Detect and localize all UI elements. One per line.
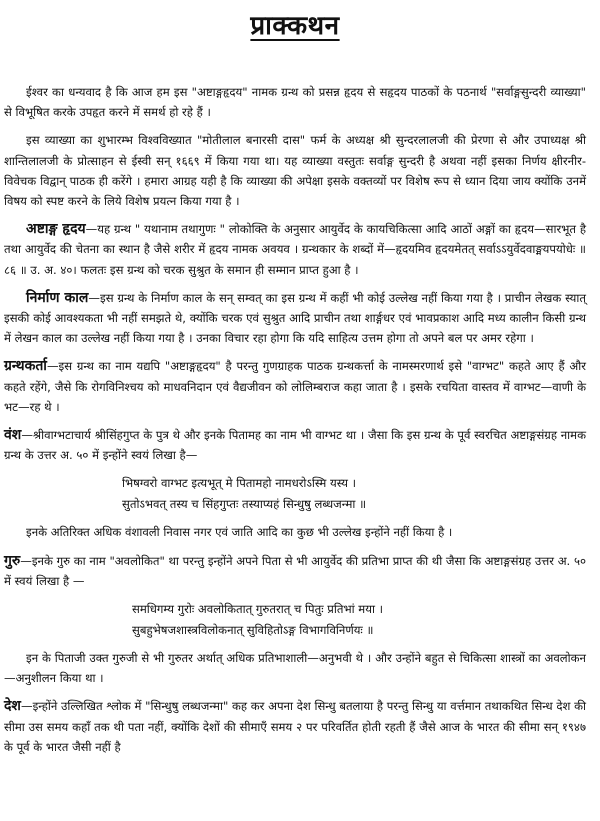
verse-line: भिषग्वरो वाग्भट इत्यभूत् मे पितामहो नामधरोऽस्मि यस्य ।: [122, 476, 357, 491]
text-country: —इन्होंने उल्लिखित श्लोक में "सिन्धुषु लब्धजन्मा" कह कर अपना देश सिन्धु बतलाया है परन्तु सिन्धु या वर्त्तमान तथाकथित सिन्ध देश की सीमा उस समय कहाँ तक थी पता नहीं, क्योंकि देशों की सीमाएँ समय २ पर परिवर्तित होती रहती हैं जैसे आज के भारत की सीमा सन् १९४७ के पूर्व के भारत जैसी नहीं है: [4, 699, 586, 754]
heading-lineage: वंश: [4, 427, 22, 444]
verse-line: सुतोऽभवत् तस्य च सिंहगुप्तः तस्याप्यहं सिन्धुषु लब्धजन्मा ॥: [122, 496, 367, 511]
heading-ashtanga-hridaya: अष्टाङ्ग हृदय: [26, 221, 86, 238]
paragraph-guru: [4, 551, 586, 591]
paragraph-ashtanga-hridaya: [4, 219, 586, 280]
heading-guru: गुरु: [4, 552, 21, 569]
paragraph-commentary: इस व्याख्या का शुभारम्भ विश्वविख्यात "मोतीलाल बनारसी दास" फर्म के अध्यक्ष श्री सुन्दरलालजी की प्रेरणा से और उपाध्यक्ष श्री शान्तिलालजी के प्रोत्साहन से ईस्वी सन् १६६९ में किया गया था। यह व्याख्या वस्तुतः सर्वाङ्ग सुन्दरी है अथवा नहीं इसका निर्णय क्षीरनीर-विवेचक विद्वान् पाठक ही करेंगे । हमारा आग्रह यही है कि व्याख्या की अपेक्षा इसके वक्तव्यों पर विशेष रूप से ध्यान दिया जाय क्योंकि उनमें विषय को स्पष्ट करने के लिये विशेष प्रयत्न किया गया है ।: [4, 133, 586, 209]
heading-country: देश: [4, 698, 21, 715]
text-author: —इस ग्रन्थ का नाम यद्यपि "अष्टाङ्गहृदय" है परन्तु गुणग्राहक पाठक ग्रन्थकर्त्ता के नामस्मरणार्थ इसे "वाग्भट" कहते आए हैं और कहते रहेंगे, जैसे कि रोगविनिश्चय को माधवनिदान एवं वैद्यजीवन को लोलिम्बराज कहा जाता है । इसके रचयिता वास्तव में वाग्भट—वाणी के भट—रह थे ।: [4, 359, 586, 414]
verse-lineage: [4, 473, 586, 514]
verse-line: सुबहुभेषजशास्त्रविलोकनात् सुविहितोऽङ्ग विभागविनिर्णयः ॥: [132, 622, 374, 637]
text-guru: —इनके गुरु का नाम "अवलोकित" था परन्तु इन्होंने अपने पिता से भी आयुर्वेद की प्रतिभा प्राप्त की थी जैसा कि अष्टाङ्गसंग्रह उत्तर अ. ५० में स्वयं लिखा है —: [4, 553, 586, 588]
paragraph-intro: ईश्वर का धन्यवाद है कि आज हम इस "अष्टाङ्गहृदय" नामक ग्रन्थ को प्रसन्न हृदय से सहृदय पाठकों के पठनार्थ "सर्वाङ्गसुन्दरी व्याख्या" से विभूषित करके उपहृत करने में समर्थ हो रहे हैं ।: [4, 85, 586, 120]
text-lineage: —श्रीवाग्भटाचार्य श्रीसिंहगुप्त के पुत्र थे और इनके पितामह का नाम भी वाग्भट था । जैसा कि इस ग्रन्थ के पूर्व स्वरचित अष्टाङ्गसंग्रह नामक ग्रन्थ के उत्तर अ. ५० में इन्होंने स्वयं लिखा है—: [4, 428, 586, 463]
text-composition-period: —इस ग्रन्थ के निर्माण काल के सन् सम्वत् का इस ग्रन्थ में कहीं भी कोई उल्लेख नहीं किया गया है । प्राचीन लेखक स्यात् इसकी कोई आवश्यकता भी नहीं समझते थे, क्योंकि चरक एवं सुश्रुत आदि प्राचीन तथा शार्ङ्गधर एवं भावप्रकाश आदि मध्य कालीन किसी ग्रन्थ में लेखन काल का उल्लेख नहीं किया गया है । उनका विचार रहा होगा कि यदि साहित्य उत्तम होगा तो अपने बल पर अमर रहेगा ।: [4, 290, 586, 346]
heading-author: ग्रन्थकर्ता: [4, 358, 47, 375]
paragraph-father: इन के पिताजी उक्त गुरुजी से भी गुरुतर अर्थात् अधिक प्रतिभाशाली—अनुभवी थे । और उन्होंने बहुत से चिकित्सा शास्त्रों का अवलोकन—अनुशीलन किया था ।: [4, 651, 586, 686]
paragraph-genealogy: इनके अतिरिक्त अधिक वंशावली निवास नगर एवं जाति आदि का कुछ भी उल्लेख इन्होंने नहीं किया है ।: [26, 525, 453, 540]
paragraph-country: [4, 696, 586, 757]
paragraph-lineage: [4, 425, 586, 465]
verse-line: समधिगम्य गुरोः अवलोकितात् गुरुतरात् च पितुः प्रतिभां मया ।: [132, 602, 384, 617]
paragraph-composition-period: [4, 288, 586, 349]
verse-guru: [4, 599, 586, 640]
paragraph-author: [4, 356, 586, 417]
document-page: [0, 6, 600, 821]
heading-composition-period: निर्माण काल: [26, 289, 89, 306]
page-title: प्राक्कथन: [250, 11, 340, 41]
text-ashtanga-hridaya: —यह ग्रन्थ " यथानाम तथागुणः " लोकोक्ति के अनुसार आयुर्वेद के कायचिकित्सा आदि आठों अङ्गों का हृदय—सारभूत है तथा आयुर्वेद की चेतना का स्थान है जैसे शरीर में हृदय नामक अवयव । ग्रन्थकार के शब्दों में—हृदयमिव हृदयमेतत् सर्वाऽऽयुर्वेदवाङ्मयपयोधेः ॥ ८६ ॥ उ. अ. ४०। फलतः इस ग्रन्थ को चरक सुश्रुत के समान ही सम्मान प्राप्त हुआ है ।: [4, 222, 586, 277]
